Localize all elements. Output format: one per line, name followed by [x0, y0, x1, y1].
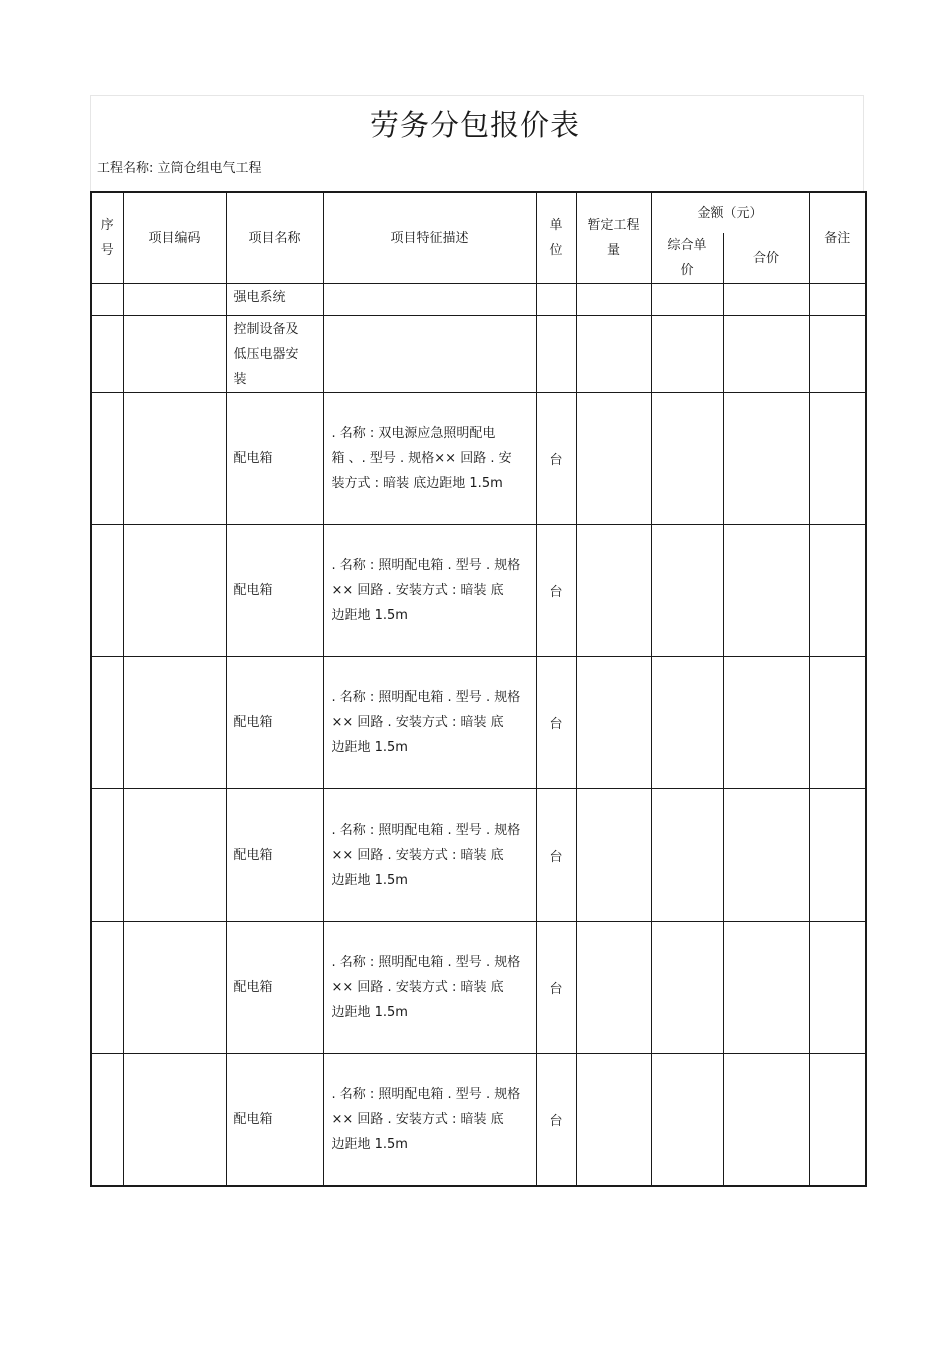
cell-name: 配电箱 — [226, 922, 323, 1054]
cell-remark — [809, 525, 866, 657]
desc-line: 边距地 1.5m — [331, 608, 408, 623]
table-row — [91, 393, 866, 525]
table-row — [91, 922, 866, 1054]
cell-seq — [91, 284, 123, 316]
cell-qty — [576, 525, 651, 657]
header-seq: 序 号 — [91, 192, 123, 284]
cell-total — [723, 1054, 809, 1186]
cell-qty — [576, 1054, 651, 1186]
cell-desc — [323, 393, 536, 525]
project-name: 立筒仓组电气工程 — [157, 161, 262, 176]
header-unit: 单 位 — [536, 192, 576, 284]
project-line — [97, 157, 262, 176]
cell-desc — [323, 922, 536, 1054]
cell-qty — [576, 284, 651, 316]
table-row — [91, 657, 866, 789]
cell-unit-price — [651, 393, 723, 525]
desc-line: . 名称 : 照明配电箱 . 型号 . 规格 — [331, 1086, 521, 1102]
cell-remark — [809, 657, 866, 789]
cell-qty — [576, 789, 651, 922]
cell-unit — [536, 316, 576, 393]
desc-line: 边距地 1.5m — [331, 1136, 408, 1152]
cell-seq — [91, 922, 123, 1054]
header-name: 项目名称 — [226, 192, 323, 284]
cell-code — [123, 1054, 226, 1186]
cell-seq — [91, 316, 123, 393]
cell-remark — [809, 393, 866, 525]
cell-unit: 台 — [536, 1054, 576, 1186]
cell-unit-price — [651, 789, 723, 922]
cell-unit-price — [651, 922, 723, 1054]
cell-seq — [91, 393, 123, 525]
cell-name: 配电箱 — [226, 657, 323, 789]
desc-line: . 名称 : 双电源应急照明配电 — [331, 426, 496, 441]
header-remark: 备注 — [809, 192, 866, 284]
table-row — [91, 284, 866, 316]
quote-table — [90, 191, 867, 1187]
name-line: 装 — [233, 372, 247, 387]
cell-total — [723, 316, 809, 393]
header-qty: 暂定工程 量 — [576, 192, 651, 284]
cell-name: 配电箱 — [226, 525, 323, 657]
cell-total — [723, 657, 809, 789]
cell-desc — [323, 657, 536, 789]
cell-code — [123, 922, 226, 1054]
desc-line: . 名称 : 照明配电箱 . 型号 . 规格 — [331, 955, 521, 970]
cell-seq — [91, 657, 123, 789]
cell-code — [123, 657, 226, 789]
cell-remark — [809, 922, 866, 1054]
desc-line: . 名称 : 照明配电箱 . 型号 . 规格 — [331, 558, 521, 573]
cell-desc — [323, 789, 536, 922]
cell-desc — [323, 1054, 536, 1186]
cell-seq — [91, 1054, 123, 1186]
cell-code — [123, 316, 226, 393]
table-row — [91, 316, 866, 393]
header-desc: 项目特征描述 — [323, 192, 536, 284]
cell-name: 强电系统 — [226, 284, 323, 316]
cell-total — [723, 525, 809, 657]
cell-remark — [809, 1054, 866, 1186]
desc-line: 装方式 : 暗装 底边距地 1.5m — [331, 476, 503, 491]
cell-code — [123, 284, 226, 316]
desc-line: . 名称 : 照明配电箱 . 型号 . 规格 — [331, 690, 521, 705]
cell-total — [723, 393, 809, 525]
cell-total — [723, 284, 809, 316]
desc-line: . 名称 : 照明配电箱 . 型号 . 规格 — [331, 822, 521, 838]
header-code: 项目编码 — [123, 192, 226, 284]
desc-line: 箱 、. 型号 . 规格×× 回路 . 安 — [331, 451, 512, 466]
name-line: 低压电器安 — [233, 347, 299, 362]
document-title: 劳务分包报价表 — [369, 108, 580, 142]
cell-desc — [323, 284, 536, 316]
cell-desc — [323, 316, 536, 393]
desc-line: 边距地 1.5m — [331, 740, 408, 755]
cell-name: 配电箱 — [226, 789, 323, 922]
name-line: 控制设备及 — [233, 322, 299, 337]
cell-unit: 台 — [536, 789, 576, 922]
desc-line: ×× 回路 . 安装方式 : 暗装 底 — [331, 583, 504, 598]
table-row — [91, 1054, 866, 1186]
cell-unit-price — [651, 1054, 723, 1186]
desc-line: ×× 回路 . 安装方式 : 暗装 底 — [331, 715, 504, 730]
table-row — [91, 789, 866, 922]
cell-unit: 台 — [536, 525, 576, 657]
cell-unit-price — [651, 316, 723, 393]
cell-unit-price — [651, 657, 723, 789]
table-row — [91, 525, 866, 657]
cell-unit — [536, 284, 576, 316]
project-label: 工程名称: — [97, 161, 154, 176]
cell-unit: 台 — [536, 922, 576, 1054]
cell-total — [723, 922, 809, 1054]
cell-seq — [91, 789, 123, 922]
cell-seq — [91, 525, 123, 657]
desc-line: 边距地 1.5m — [331, 1005, 408, 1020]
cell-unit-price — [651, 525, 723, 657]
cell-remark — [809, 284, 866, 316]
header-total: 合价 — [723, 233, 809, 284]
cell-desc — [323, 525, 536, 657]
cell-code — [123, 789, 226, 922]
cell-unit: 台 — [536, 393, 576, 525]
cell-code — [123, 393, 226, 525]
header-unit-price: 综合单 价 — [651, 233, 723, 284]
cell-remark — [809, 789, 866, 922]
cell-qty — [576, 393, 651, 525]
header-amount: 金额（元） — [651, 192, 809, 233]
cell-code — [123, 525, 226, 657]
cell-unit-price — [651, 284, 723, 316]
cell-name: 配电箱 — [226, 1054, 323, 1186]
desc-line: ×× 回路 . 安装方式 : 暗装 底 — [331, 1111, 504, 1127]
desc-line: ×× 回路 . 安装方式 : 暗装 底 — [331, 980, 504, 995]
desc-line: ×× 回路 . 安装方式 : 暗装 底 — [331, 847, 504, 863]
desc-line: 边距地 1.5m — [331, 872, 408, 888]
cell-remark — [809, 316, 866, 393]
cell-qty — [576, 316, 651, 393]
cell-total — [723, 789, 809, 922]
cell-name — [226, 316, 323, 393]
cell-name: 配电箱 — [226, 393, 323, 525]
cell-unit: 台 — [536, 657, 576, 789]
cell-qty — [576, 657, 651, 789]
cell-qty — [576, 922, 651, 1054]
